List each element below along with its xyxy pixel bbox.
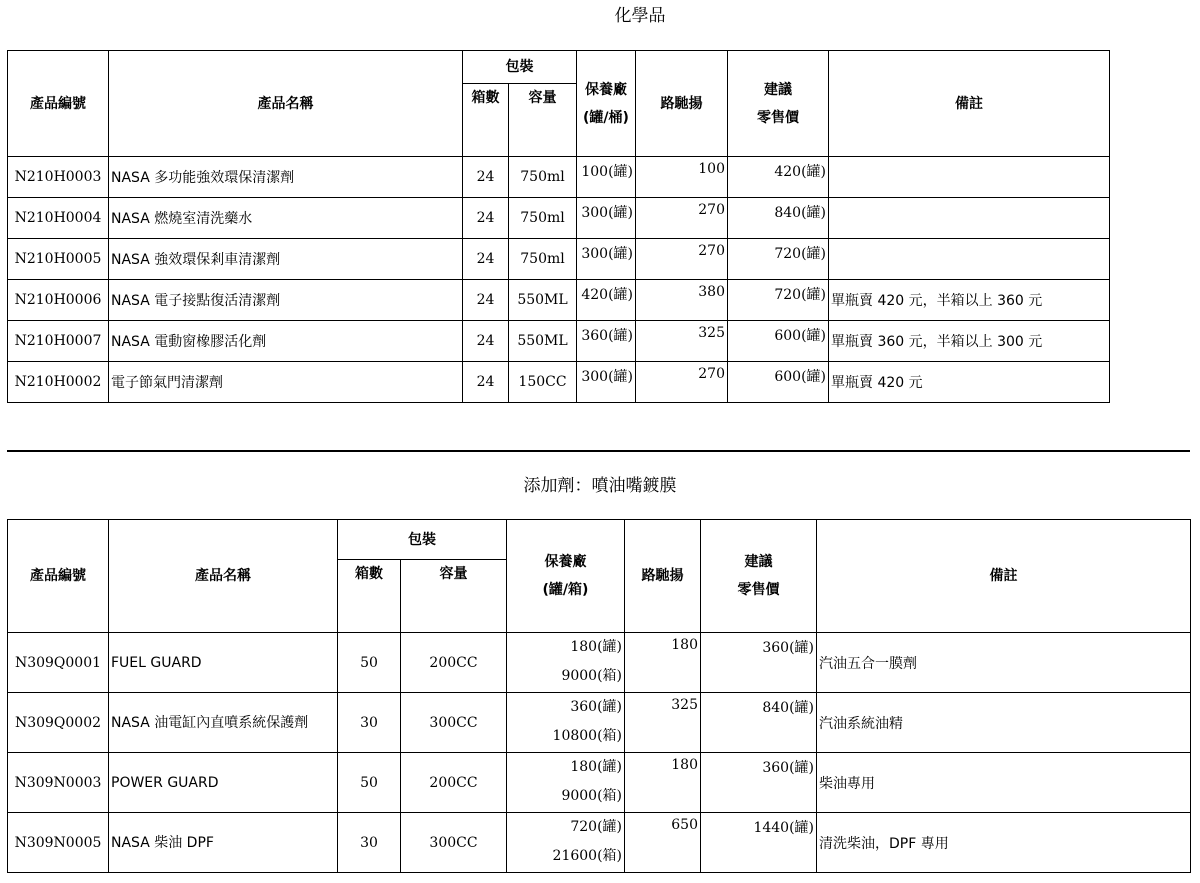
route-price: 380 <box>636 280 728 321</box>
product-name: NASA 多功能強效環保清潔劑 <box>109 157 463 198</box>
box-count: 24 <box>463 198 509 239</box>
header-retail <box>701 520 817 633</box>
volume: 200CC <box>401 753 507 813</box>
product-code: N210H0004 <box>8 198 109 239</box>
header-garage-line2: (罐/桶) <box>583 109 629 126</box>
note <box>829 157 1110 198</box>
box-count: 24 <box>463 321 509 362</box>
header-name: 產品名稱 <box>109 51 463 157</box>
product-code: N309N0005 <box>8 813 109 873</box>
volume: 750ml <box>509 198 577 239</box>
header-code: 產品編號 <box>8 520 109 633</box>
product-code: N309Q0001 <box>8 633 109 693</box>
retail-price: 420(罐) <box>728 157 829 198</box>
table-row <box>8 813 1191 873</box>
product-code: N210H0003 <box>8 157 109 198</box>
header-retail-line2: 零售價 <box>737 582 780 598</box>
header-garage-line1: 保養廠 <box>585 81 627 98</box>
header-retail-line1: 建議 <box>764 81 792 98</box>
note: 汽油五合一膜劑 <box>817 633 1191 693</box>
header-retail-line1: 建議 <box>744 554 773 570</box>
product-code: N309Q0002 <box>8 693 109 753</box>
garage-price: 100(罐) <box>577 157 636 198</box>
box-count: 30 <box>338 813 401 873</box>
garage-price: 420(罐) <box>577 280 636 321</box>
header-volume: 容量 <box>509 84 577 157</box>
header-garage-line1: 保養廠 <box>544 554 587 570</box>
retail-price: 840(罐) <box>728 198 829 239</box>
section1-title: 化學品 <box>614 6 666 26</box>
product-name: NASA 電子接點復活清潔劑 <box>109 280 463 321</box>
header-name: 產品名稱 <box>109 520 338 633</box>
header-row-top <box>8 51 1110 84</box>
garage-price: 300(罐) <box>577 239 636 280</box>
table-row <box>8 198 1110 239</box>
retail-price: 600(罐) <box>728 362 829 403</box>
route-price: 100 <box>636 157 728 198</box>
volume: 200CC <box>401 633 507 693</box>
header-boxes: 箱數 <box>463 84 509 157</box>
table-row <box>8 633 1191 693</box>
garage-price <box>507 693 625 753</box>
route-price: 270 <box>636 239 728 280</box>
garage-price: 300(罐) <box>577 362 636 403</box>
garage-price-can: 180(罐) <box>570 759 622 775</box>
product-name: FUEL GUARD <box>109 633 338 693</box>
garage-price-box: 10800(箱) <box>552 728 622 744</box>
header-garage-line2: (罐/箱) <box>542 582 589 598</box>
table-row <box>8 693 1191 753</box>
product-code: N309N0003 <box>8 753 109 813</box>
header-route: 路馳揚 <box>636 51 728 157</box>
box-count: 24 <box>463 362 509 403</box>
garage-price-box: 9000(箱) <box>561 668 622 684</box>
retail-price: 360(罐) <box>701 633 817 693</box>
volume: 550ML <box>509 321 577 362</box>
product-code: N210H0002 <box>8 362 109 403</box>
garage-price-can: 360(罐) <box>570 699 622 715</box>
volume: 300CC <box>401 693 507 753</box>
volume: 550ML <box>509 280 577 321</box>
header-boxes: 箱數 <box>338 560 401 633</box>
route-price: 325 <box>636 321 728 362</box>
section2-title: 添加劑：噴油嘴鍍膜 <box>523 476 677 496</box>
product-name: NASA 油電缸內直噴系統保護劑 <box>109 693 338 753</box>
retail-price: 720(罐) <box>728 280 829 321</box>
product-name: POWER GUARD <box>109 753 338 813</box>
volume: 750ml <box>509 239 577 280</box>
table-row <box>8 157 1110 198</box>
garage-price-can: 180(罐) <box>570 639 622 655</box>
box-count: 50 <box>338 633 401 693</box>
product-name: NASA 強效環保剎車清潔劑 <box>109 239 463 280</box>
header-code: 產品編號 <box>8 51 109 157</box>
additives-table <box>7 519 1191 873</box>
header-garage <box>507 520 625 633</box>
product-code: N210H0007 <box>8 321 109 362</box>
retail-price: 720(罐) <box>728 239 829 280</box>
box-count: 30 <box>338 693 401 753</box>
header-notes: 備註 <box>829 51 1110 157</box>
retail-price: 360(罐) <box>701 753 817 813</box>
note: 單瓶賣 420 元 <box>829 362 1110 403</box>
garage-price <box>507 753 625 813</box>
table-row <box>8 239 1110 280</box>
retail-price: 1440(罐) <box>701 813 817 873</box>
header-retail <box>728 51 829 157</box>
section-divider <box>7 450 1190 452</box>
table-row <box>8 362 1110 403</box>
product-name: NASA 電動窗橡膠活化劑 <box>109 321 463 362</box>
note: 汽油系統油精 <box>817 693 1191 753</box>
box-count: 24 <box>463 157 509 198</box>
header-retail-line2: 零售價 <box>757 109 799 126</box>
volume: 750ml <box>509 157 577 198</box>
header-package: 包裝 <box>338 520 507 560</box>
garage-price: 300(罐) <box>577 198 636 239</box>
note: 單瓶賣 420 元，半箱以上 360 元 <box>829 280 1110 321</box>
route-price: 180 <box>625 633 701 693</box>
route-price: 270 <box>636 198 728 239</box>
chemicals-table <box>7 50 1110 403</box>
volume: 150CC <box>509 362 577 403</box>
box-count: 24 <box>463 239 509 280</box>
retail-price: 600(罐) <box>728 321 829 362</box>
volume: 300CC <box>401 813 507 873</box>
garage-price-can: 720(罐) <box>570 819 622 835</box>
header-package: 包裝 <box>463 51 577 84</box>
header-route: 路馳揚 <box>625 520 701 633</box>
garage-price-box: 21600(箱) <box>552 848 622 864</box>
note <box>829 239 1110 280</box>
retail-price: 840(罐) <box>701 693 817 753</box>
header-volume: 容量 <box>401 560 507 633</box>
note: 單瓶賣 360 元，半箱以上 300 元 <box>829 321 1110 362</box>
product-name: 電子節氣門清潔劑 <box>109 362 463 403</box>
product-name: NASA 燃燒室清洗藥水 <box>109 198 463 239</box>
garage-price <box>507 813 625 873</box>
table-row <box>8 753 1191 813</box>
box-count: 50 <box>338 753 401 813</box>
box-count: 24 <box>463 280 509 321</box>
table-row <box>8 321 1110 362</box>
note: 柴油專用 <box>817 753 1191 813</box>
note <box>829 198 1110 239</box>
route-price: 270 <box>636 362 728 403</box>
table-row <box>8 280 1110 321</box>
garage-price: 360(罐) <box>577 321 636 362</box>
route-price: 180 <box>625 753 701 813</box>
route-price: 650 <box>625 813 701 873</box>
route-price: 325 <box>625 693 701 753</box>
header-notes: 備註 <box>817 520 1191 633</box>
header-garage <box>577 51 636 157</box>
header-row-top <box>8 520 1191 560</box>
garage-price <box>507 633 625 693</box>
product-code: N210H0006 <box>8 280 109 321</box>
product-code: N210H0005 <box>8 239 109 280</box>
note: 清洗柴油，DPF 專用 <box>817 813 1191 873</box>
product-name: NASA 柴油 DPF <box>109 813 338 873</box>
garage-price-box: 9000(箱) <box>561 788 622 804</box>
